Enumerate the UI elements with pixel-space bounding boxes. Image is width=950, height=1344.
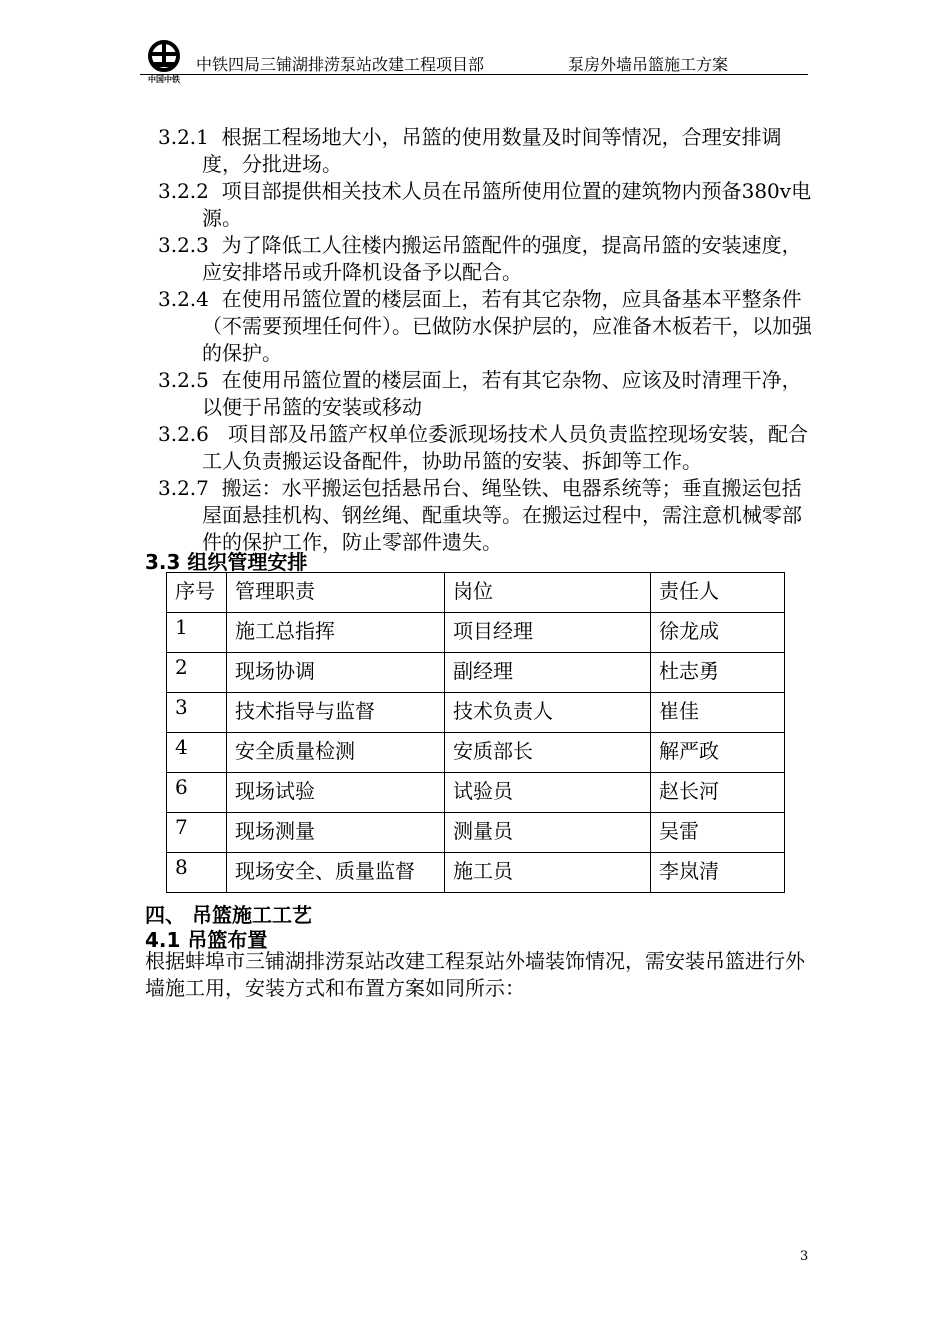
table-cell: 安全质量检测 (227, 733, 445, 773)
table-cell: 施工总指挥 (227, 613, 445, 653)
table-cell: 现场安全、质量监督 (227, 853, 445, 893)
list-item: 3.2.1 根据工程场地大小，吊篮的使用数量及时间等情况，合理安排调度，分批进场。 (158, 125, 782, 176)
page-number: 3 (800, 1249, 809, 1264)
table-cell: 项目经理 (445, 613, 651, 653)
table-row (167, 613, 785, 653)
table-cell: 4 (167, 733, 227, 773)
table-cell: 现场试验 (227, 773, 445, 813)
table-row (167, 813, 785, 853)
table-cell: 施工员 (445, 853, 651, 893)
company-logo (144, 40, 188, 86)
table-header-cell: 管理职责 (227, 573, 445, 613)
table-row (167, 653, 785, 693)
table-cell: 现场协调 (227, 653, 445, 693)
table-cell: 1 (167, 613, 227, 653)
table-row (167, 853, 785, 893)
section-heading-4-1: 4.1 吊篮布置 (145, 928, 268, 952)
table-cell: 副经理 (445, 653, 651, 693)
list-item: 3.2.7 搬运：水平搬运包括悬吊台、绳坠铁、电器系统等；垂直搬运包括屋面悬挂机构、钢丝绳、配重块等。在搬运过程中，需注意机械零部件的保护工作，防止零部件遗失。 (158, 476, 802, 554)
org-table (166, 572, 785, 893)
table-cell: 现场测量 (227, 813, 445, 853)
table-cell: 安质部长 (445, 733, 651, 773)
section-heading-4: 四、 吊篮施工工艺 (145, 903, 312, 927)
table-row (167, 693, 785, 733)
doc-title: 泵房外墙吊篮施工方案 (568, 55, 729, 74)
table-cell: 7 (167, 813, 227, 853)
body-paragraph: 根据蚌埠市三铺湖排涝泵站改建工程泵站外墙装饰情况，需安装吊篮进行外墙施工用，安装方式和布置方案如同所示： (145, 949, 805, 1000)
table-cell: 8 (167, 853, 227, 893)
table-cell: 3 (167, 693, 227, 733)
table-cell: 吴雷 (651, 813, 785, 853)
table-header-row (167, 573, 785, 613)
table-header-cell: 序号 (167, 573, 227, 613)
list-item: 3.2.3 为了降低工人往楼内搬运吊篮配件的强度，提高吊篮的安装速度，应安排塔吊或升降机设备予以配合。 (158, 233, 802, 284)
table-cell: 技术指导与监督 (227, 693, 445, 733)
item-list (158, 124, 820, 556)
section-heading-3-3: 3.3 组织管理安排 (145, 550, 308, 574)
table-cell: 测量员 (445, 813, 651, 853)
table-cell: 技术负责人 (445, 693, 651, 733)
table-header-cell: 岗位 (445, 573, 651, 613)
table-cell: 李岚清 (651, 853, 785, 893)
table-cell: 赵长河 (651, 773, 785, 813)
table-row (167, 733, 785, 773)
table-cell: 6 (167, 773, 227, 813)
table-cell: 崔佳 (651, 693, 785, 733)
list-item: 3.2.2 项目部提供相关技术人员在吊篮所使用位置的建筑物内预备380v电源。 (158, 179, 812, 230)
list-item: 3.2.6 项目部及吊篮产权单位委派现场技术人员负责监控现场安装，配合工人负责搬运设备配件，协助吊篮的安装、拆卸等工作。 (158, 422, 808, 473)
table-header-cell: 责任人 (651, 573, 785, 613)
table-cell: 试验员 (445, 773, 651, 813)
table-cell: 2 (167, 653, 227, 693)
table-row (167, 773, 785, 813)
list-item: 3.2.5 在使用吊篮位置的楼层面上，若有其它杂物、应该及时清理干净，以便于吊篮的安装或移动 (158, 368, 802, 419)
org-name: 中铁四局三铺湖排涝泵站改建工程项目部 (196, 55, 485, 74)
page-header (140, 38, 808, 84)
table-cell: 杜志勇 (651, 653, 785, 693)
table-cell: 徐龙成 (651, 613, 785, 653)
list-item: 3.2.4 在使用吊篮位置的楼层面上，若有其它杂物，应具备基本平整条件（不需要预埋任何件）。已做防水保护层的，应准备木板若干，以加强的保护。 (158, 287, 812, 365)
table-cell: 解严政 (651, 733, 785, 773)
svg-text:中国中铁: 中国中铁 (148, 75, 180, 84)
